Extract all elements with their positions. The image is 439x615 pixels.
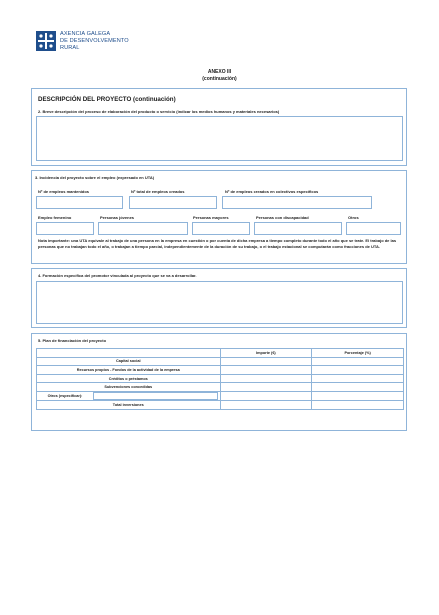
agency-logo	[36, 31, 129, 52]
amount-column-header: Importe (€)	[220, 349, 312, 358]
galicia-emblem-icon	[36, 31, 56, 51]
annex-title: ANEXO III	[207, 69, 232, 75]
table-row	[37, 400, 404, 409]
financing-title: 5. Plan de financiación del proyecto	[38, 338, 107, 343]
jobs-specific-groups-label: Nº de empleos creados en colectivos específicos	[225, 189, 319, 194]
others-specify-label: Otros (especificar):	[47, 393, 83, 398]
table-row	[37, 357, 404, 366]
financing-section	[31, 333, 407, 431]
employment-title: 3. Incidencia del proyecto sobre el empleo (expresado en UTA)	[35, 175, 155, 180]
others-amount-input[interactable]	[220, 391, 312, 400]
project-description-section	[31, 88, 407, 166]
jobs-specific-groups-input[interactable]	[222, 196, 372, 209]
row-label-grants: Subvenciones concedidas	[37, 383, 221, 392]
others-input[interactable]	[346, 222, 401, 235]
grants-amount-input[interactable]	[220, 383, 312, 392]
agency-name-line3: RURAL	[60, 45, 80, 51]
capital-percent-input[interactable]	[312, 357, 404, 366]
annex-subtitle: (continuación)	[202, 76, 237, 82]
female-employment-input[interactable]	[36, 222, 94, 235]
row-label-loans: Créditos o préstamos	[37, 374, 221, 383]
disabled-people-input[interactable]	[254, 222, 342, 235]
loans-percent-input[interactable]	[312, 374, 404, 383]
employment-section	[31, 170, 407, 264]
row-label-own-resources: Recursos propios - Fondos de la actividad de la empresa	[37, 366, 221, 375]
disabled-people-label: Personas con discapacidad	[256, 215, 309, 220]
capital-amount-input[interactable]	[220, 357, 312, 366]
agency-name-line1: AXENCIA GALEGA	[60, 31, 111, 37]
table-row	[37, 374, 404, 383]
row-label-others	[37, 391, 221, 400]
agency-name-line2: DE DESENVOLVEMENTO	[60, 38, 129, 44]
agency-name	[60, 31, 129, 52]
process-description-field[interactable]	[36, 116, 403, 161]
training-section	[31, 268, 407, 328]
training-field[interactable]	[36, 281, 403, 324]
table-row	[37, 366, 404, 375]
own-resources-amount-input[interactable]	[220, 366, 312, 375]
section-title: DESCRIPCIÓN DEL PROYECTO (continuación)	[38, 96, 176, 103]
older-people-label: Personas mayores	[193, 215, 229, 220]
financing-table	[36, 348, 404, 410]
young-people-input[interactable]	[98, 222, 188, 235]
female-employment-label: Empleo femenino	[38, 215, 72, 220]
total-amount-input[interactable]	[220, 400, 312, 409]
percent-column-header: Porcentaje (%)	[312, 349, 404, 358]
jobs-maintained-label: Nº de empleos mantenidos	[38, 189, 90, 194]
others-percent-input[interactable]	[312, 391, 404, 400]
jobs-maintained-input[interactable]	[36, 196, 123, 209]
jobs-created-label: Nº total de empleos creados	[131, 189, 185, 194]
own-resources-percent-input[interactable]	[312, 366, 404, 375]
financing-concept-header	[37, 349, 221, 358]
row-label-total: Total inversiones	[37, 400, 221, 409]
table-row	[37, 391, 404, 400]
financing-header-row	[37, 349, 404, 358]
row-label-capital: Capital social	[37, 357, 221, 366]
older-people-input[interactable]	[192, 222, 250, 235]
loans-amount-input[interactable]	[220, 374, 312, 383]
grants-percent-input[interactable]	[312, 383, 404, 392]
uta-note: Nota importante: una UTA equivale al trabajo de una persona en la empresa en cuestión o por cuenta de dicha empresa a tiempo completo durante todo el año que se trate. El trabajo de las personas que no trabajan todo el año, o trabajan a tiempo parcial, independientemente de la duración de su trabajo, o el trabajo estacional se computarán como fracciones de UTA.	[38, 238, 397, 249]
jobs-created-input[interactable]	[129, 196, 217, 209]
process-description-label: 2. Breve descripción del proceso de elaboración del producto o servicio (indicar los medios humanos y materiales necesarios)	[38, 109, 280, 114]
total-percent-input[interactable]	[312, 400, 404, 409]
young-people-label: Personas jóvenes	[100, 215, 135, 220]
training-title: 4. Formación específica del promotor vinculada al proyecto que se va a desarrollar.	[38, 273, 197, 278]
table-row	[37, 383, 404, 392]
others-specify-input[interactable]	[93, 392, 218, 400]
others-label: Otros	[348, 215, 359, 220]
